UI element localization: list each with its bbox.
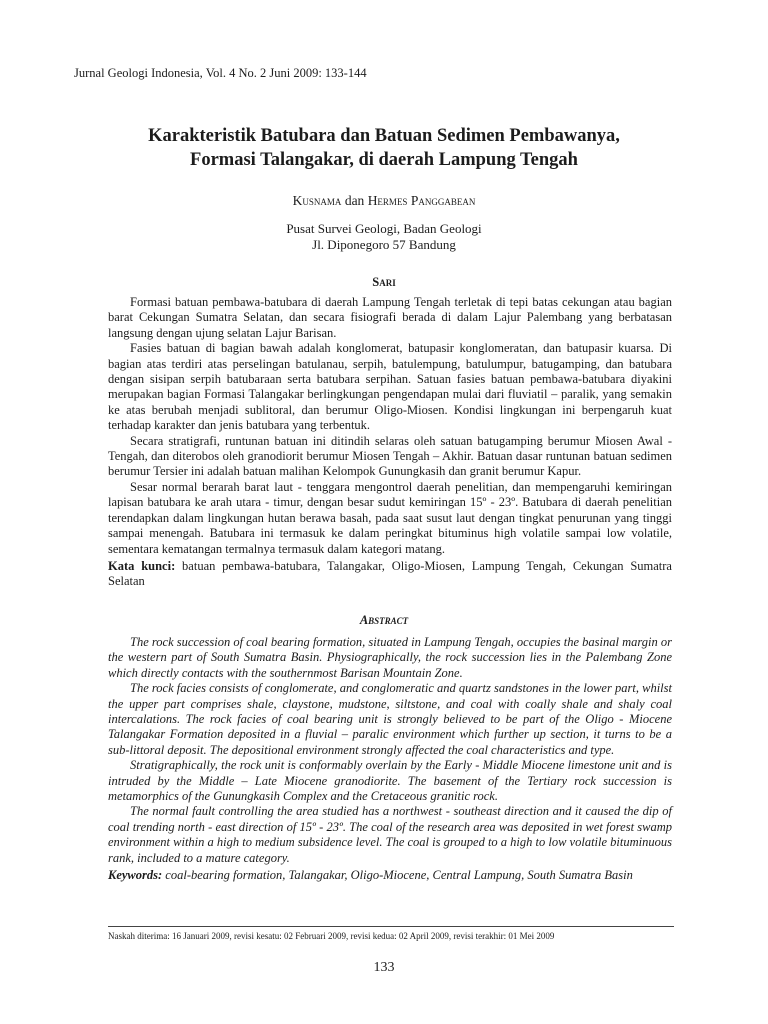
affiliation: [100, 221, 668, 253]
author-2: Hermes Panggabean: [367, 193, 476, 208]
page-number: 133: [373, 960, 395, 975]
abstract-section: [108, 635, 672, 884]
sari-paragraph-4: Sesar normal berarah barat laut - tenggara mengontrol daerah penelitian, dan mempengaruhi kemiringan lapisan batubara ke arah utara - timur, dengan besar sudut kemiringan 15º - 23º. Batubara di daerah penelitian terendapkan dalam lingkungan hutan berawa basah, pada saat susut laut dengan tingkat penurunan yang tinggi sampai menengah. Batubara ini termasuk ke dalam peringkat bituminus high volatile sampai low volatile, sementara kematangan termalnya termasuk dalam kategori matang.: [108, 479, 672, 556]
affiliation-line-1: Pusat Survei Geologi, Badan Geologi: [286, 221, 482, 236]
sari-paragraph-2: Fasies batuan di bagian bawah adalah konglomerat, batupasir konglomeratan, dan batupasir kuarsa. Di bagian atas terdiri atas perselingan batulanau, serpih, batulempung, batulumpur, batugamping, dan batubara dengan sisipan serpih batubaraan serta batubara serpihan. Satuan fasies batuan pembawa-batubara diyakini merupakan bagian Formasi Talangakar berlingkungan pengendapan mulai dari fluviatil – paralik, yang semakin ke atas berubah menjadi sublitoral, dan berumur Oligo-Miosen. Kondisi lingkungan ini berpengaruh kuat terhadap karakter dan jenis batubara yang terbentuk.: [108, 341, 672, 433]
affiliation-line-2: Jl. Diponegoro 57 Bandung: [312, 237, 456, 252]
title-line-1: Karakteristik Batubara dan Batuan Sedimen Pembawanya,: [148, 126, 620, 146]
abstract-keywords: [108, 868, 672, 883]
submission-dates-footnote: Naskah diterima: 16 Januari 2009, revisi kesatu: 02 Februari 2009, revisi kedua: 02 April 2009, revisi terakhir: 01 Mei 2009: [108, 931, 555, 941]
sari-heading: Sari: [372, 275, 396, 289]
author-connector: dan: [341, 193, 368, 208]
author-list: [100, 193, 668, 209]
abstract-paragraph-3: Stratigraphically, the rock unit is conformably overlain by the Early - Middle Miocene limestone unit and is intruded by the Middle – Late Miocene granodiorite. The basement of the Tertiary rock succession is metamorphics of the Gunungkasih Complex and the Cretaceous granitic rock.: [108, 758, 672, 804]
abstract-paragraph-2: The rock facies consists of conglomerate, and conglomeratic and quartz sandstones in the lower part, whilst the upper part comprises shale, claystone, mudstone, siltstone, and coal with coally shale and shaly coal intercalations. The rock facies of coal bearing unit is strongly believed to be part of the Oligo - Miocene Talangakar Formation deposited in a fluvial – paralic environment which further up section, it turns to be a sub-littoral deposit. The depositional environment strongly affected the coal characteristics and type.: [108, 681, 672, 757]
sari-paragraph-3: Secara stratigrafi, runtunan batuan ini ditindih selaras oleh satuan batugamping berumur Miosen Awal -Tengah, dan diterobos oleh granodiorit berumur Miosen Tengah – Akhir. Batuan dasar runtunan batuan sedimen berumur Tersier ini adalah batuan malihan Kelompok Gunungkasih dan granit berumur Kapur.: [108, 433, 672, 479]
abstract-keywords-text: coal-bearing formation, Talangakar, Oligo-Miocene, Central Lampung, South Sumatra Basin: [162, 868, 633, 883]
abstract-paragraph-4: The normal fault controlling the area studied has a northwest - southeast direction and it caused the dip of coal trending north - east direction of 15º - 23º. The coal of the research area was deposited in wet forest swamp environment within a high to medium subsidence level. The coal is grouped to a high to low volatile bituminuous rank, included to a mature category.: [108, 804, 672, 865]
abstract-heading: Abstract: [359, 613, 409, 627]
sari-paragraph-1: Formasi batuan pembawa-batubara di daerah Lampung Tengah terletak di tepi batas cekungan atau bagian barat Cekungan Sumatra Selatan, dan secara fisiografi berada di dalam Lajur Palembang yang berbatasan langsung dengan ujung selatan Lajur Barisan.: [108, 295, 672, 340]
footnote-divider: [108, 926, 674, 927]
article-title: [100, 124, 668, 172]
title-line-2: Formasi Talangakar, di daerah Lampung Tengah: [190, 150, 578, 170]
author-1: Kusnama: [292, 193, 342, 208]
sari-section: [108, 295, 672, 590]
abstract-keywords-label: Keywords:: [108, 868, 163, 883]
abstract-paragraph-1: The rock succession of coal bearing formation, situated in Lampung Tengah, occupies the basinal margin or the western part of South Sumatra Basin. Physiographically, the rock succession lies in the Palembang Zone which directly contacts with the southernmost Barisan Mountain Zone.: [108, 635, 672, 680]
sari-keywords-label: Kata kunci:: [108, 558, 176, 573]
sari-keywords: [108, 559, 672, 590]
sari-keywords-text: batuan pembawa-batubara, Talangakar, Oligo-Miosen, Lampung Tengah, Cekungan Sumatra Selatan: [108, 558, 672, 589]
journal-reference: Jurnal Geologi Indonesia, Vol. 4 No. 2 Juni 2009: 133-144: [74, 66, 367, 80]
